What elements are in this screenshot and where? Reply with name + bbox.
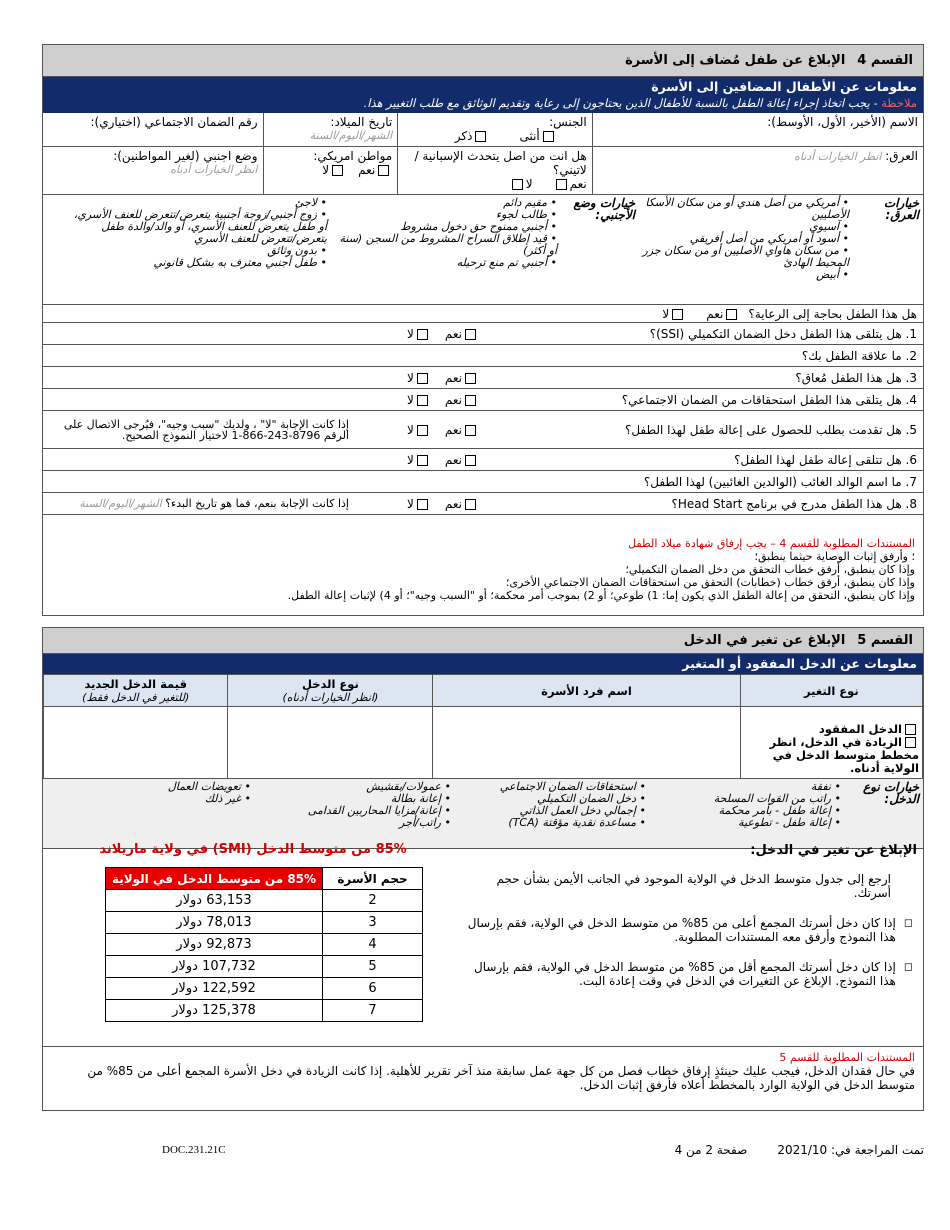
increase-income-label: الزيادة في الدخل، انظر مخطط متوسط الدخل في الولاية أدناه. bbox=[769, 735, 919, 775]
no-label: لا bbox=[407, 452, 414, 467]
question-4-answers bbox=[349, 393, 479, 407]
q4-yes[interactable] bbox=[445, 393, 479, 407]
citizen-yes-checkbox[interactable] bbox=[378, 165, 389, 176]
q6-no-checkbox[interactable] bbox=[417, 455, 428, 466]
question-8-text: 8. هل هذا الطفل مدرج في برنامج Head Start؟ bbox=[671, 496, 917, 511]
increase-income-option[interactable] bbox=[744, 736, 919, 775]
alien-option: • قيد إطلاق السراح المشروط من السجن (سنة أو أكثر) bbox=[339, 233, 557, 257]
care-yes-checkbox[interactable] bbox=[726, 309, 737, 320]
care-question bbox=[43, 305, 923, 323]
income-option: • تعويضات العمال bbox=[83, 781, 251, 793]
question-2[interactable] bbox=[43, 345, 923, 367]
new-value-cell[interactable] bbox=[44, 707, 228, 779]
alien-option: • أجنبي تم منع ترحيله bbox=[339, 257, 557, 269]
q1-no[interactable] bbox=[407, 327, 431, 341]
no-label: لا bbox=[322, 163, 330, 177]
q8-no-checkbox[interactable] bbox=[417, 499, 428, 510]
income-option: • دخل الضمان التكميلي bbox=[463, 793, 646, 805]
foreign-status-field[interactable] bbox=[43, 147, 263, 194]
income-option: • راتب/أجر bbox=[263, 817, 451, 829]
col-change-type: نوع التغير bbox=[740, 675, 922, 707]
below-option bbox=[457, 960, 917, 988]
q3-no-checkbox[interactable] bbox=[417, 373, 428, 384]
alien-option: • طالب لجوء bbox=[339, 209, 557, 221]
q8-yes[interactable] bbox=[445, 497, 479, 511]
section-4-number: القسم 4 bbox=[857, 53, 913, 68]
ssn-field[interactable] bbox=[43, 113, 263, 146]
race-option: • من سكان هاواي الأصليين أو من سكان جزر المحيط الهادئ bbox=[641, 245, 849, 269]
smi-row bbox=[106, 978, 423, 1000]
race-option: • أبيض bbox=[641, 269, 849, 281]
citizen-yes-option[interactable] bbox=[358, 163, 392, 177]
smi-size: 6 bbox=[323, 978, 423, 1000]
question-7-text: 7. ما اسم الوالد الغائب (الوالدين الغائبين) لهذا الطفل؟ bbox=[643, 474, 917, 489]
dob-hint: الشهر/اليوم/السنة bbox=[309, 129, 393, 142]
section-5-band-title: معلومات عن الدخل المفقود أو المتغير bbox=[682, 656, 917, 671]
section-4-header bbox=[43, 45, 923, 77]
yes-label: نعم bbox=[444, 452, 462, 467]
q1-yes[interactable] bbox=[445, 327, 479, 341]
hispanic-yes-checkbox[interactable] bbox=[556, 179, 567, 190]
question-4-text: 4. هل يتلقى هذا الطفل استحقاقات من الضمان الاجتماعي؟ bbox=[621, 392, 917, 407]
question-6-text: 6. هل تتلقى إعالة طفل لهذا الطفل؟ bbox=[734, 452, 917, 467]
section-5-title: الإبلاغ عن تغير في الدخل bbox=[683, 633, 846, 648]
alien-option: • لاجئ bbox=[69, 197, 327, 209]
smi-value: 122,592 دولار bbox=[106, 978, 323, 1000]
gender-female-option[interactable] bbox=[519, 129, 556, 143]
q6-yes[interactable] bbox=[445, 453, 479, 467]
q1-no-checkbox[interactable] bbox=[417, 329, 428, 340]
section-4-docs-line-4: وإذا كان ينطبق، التحقق من إعالة الطفل الذي يكون إما: 1) طوعي؛ أو 2) بموجب أمر محكمة؛ أو "السبب وجيه"؛ أو 4) لإثبات إعالة الطفل. bbox=[287, 589, 915, 602]
question-2-text: 2. ما علاقة الطفل بك؟ bbox=[801, 348, 917, 363]
smi-title: 85% من متوسط الدخل (SMI) في ولاية ماريلاند bbox=[99, 842, 407, 857]
question-3 bbox=[43, 367, 923, 389]
income-options-list-2 bbox=[457, 781, 652, 846]
yes-label: نعم bbox=[444, 422, 462, 437]
q5-no[interactable] bbox=[407, 423, 431, 437]
lost-income-checkbox[interactable] bbox=[905, 724, 916, 735]
dob-field[interactable] bbox=[263, 113, 398, 146]
report-instructions bbox=[457, 844, 917, 988]
question-4 bbox=[43, 389, 923, 411]
question-6-answers bbox=[349, 453, 479, 467]
smi-col-value: 85% من متوسط الدخل في الولاية bbox=[106, 868, 323, 890]
smi-col-size: حجم الأسرة bbox=[323, 868, 423, 890]
below-text: إذا كان دخل أسرتك المجمع أقل من 85% من متوسط الدخل في الولاية، فقم بإرسال هذا النموذج. الإبلاغ عن التغيرات في الدخل في وقت إعادة البت. bbox=[474, 960, 896, 988]
no-label: لا bbox=[407, 370, 414, 385]
alien-options-list-2 bbox=[63, 197, 333, 302]
question-6 bbox=[43, 449, 923, 471]
section-4-docs-title: المستندات المطلوبة للقسم 4 – يجب إرفاق شهادة ميلاد الطفل bbox=[628, 537, 915, 550]
income-option: • عمولات/بقشيش bbox=[263, 781, 451, 793]
income-options-list-3 bbox=[257, 781, 457, 846]
question-1 bbox=[43, 323, 923, 345]
section-5-docs bbox=[43, 1046, 923, 1110]
col-member: اسم فرد الأسرة bbox=[433, 675, 740, 707]
income-option: • إجمالي دخل العمل الذاتي bbox=[463, 805, 646, 817]
female-checkbox[interactable] bbox=[543, 131, 554, 142]
revised-date: 2021/10 bbox=[777, 1143, 828, 1157]
section-5-header bbox=[43, 628, 923, 654]
name-label: الاسم (الأخير، الأول، الأوسط): bbox=[767, 115, 918, 129]
question-3-answers bbox=[349, 371, 479, 385]
col-new-value-label: قيمة الدخل الجديد bbox=[84, 677, 187, 691]
child-identity-row bbox=[43, 113, 923, 147]
race-options-head: خيارات العرق: bbox=[883, 196, 919, 222]
smi-value: 125,378 دولار bbox=[106, 1000, 323, 1022]
care-question-text: هل هذا الطفل بحاجة إلى الرعاية؟ bbox=[748, 306, 917, 321]
yes-label: نعم bbox=[444, 370, 462, 385]
section-4-docs bbox=[43, 533, 923, 606]
income-option: • راتب من القوات المسلحة bbox=[658, 793, 841, 805]
report-head: الإبلاغ عن تغير في الدخل: bbox=[750, 843, 917, 858]
col-income-type-label: نوع الدخل bbox=[301, 677, 359, 691]
smi-size: 5 bbox=[323, 956, 423, 978]
revised-label: تمت المراجعة في: bbox=[831, 1143, 924, 1157]
smi-size: 3 bbox=[323, 912, 423, 934]
race-option: • أسود أو أمريكي من أصل أفريقي bbox=[641, 233, 849, 245]
yes-label: نعم bbox=[569, 177, 587, 191]
race-hint: انظر الخيارات أدناه bbox=[794, 150, 882, 163]
q5-yes[interactable] bbox=[445, 423, 479, 437]
smi-value: 92,873 دولار bbox=[106, 934, 323, 956]
question-8-answers bbox=[349, 497, 479, 511]
yes-label: نعم bbox=[706, 306, 724, 321]
alien-option: • مقيم دائم bbox=[339, 197, 557, 209]
section-4-docs-line-1: ؛ وأرفق إثبات الوصاية حيثما ينطبق؛ bbox=[754, 550, 915, 563]
race-option: • أمريكي من أصل هندي أو من سكان الأسكا الأصليين bbox=[641, 197, 849, 221]
page-footer bbox=[42, 1143, 924, 1157]
q5-yes-checkbox[interactable] bbox=[465, 425, 476, 436]
smi-row bbox=[106, 1000, 423, 1022]
smi-value: 63,153 دولار bbox=[106, 890, 323, 912]
section-4-band-title: معلومات عن الأطفال المضافين إلى الأسرة bbox=[651, 79, 917, 94]
question-8-extra bbox=[49, 498, 349, 509]
race-field[interactable] bbox=[592, 147, 923, 194]
section-5 bbox=[42, 627, 924, 1111]
question-1-text: 1. هل يتلقى هذا الطفل دخل الضمان التكميلي (SSI)؟ bbox=[649, 326, 917, 341]
citizen-no-checkbox[interactable] bbox=[332, 165, 343, 176]
section-5-band bbox=[43, 654, 923, 674]
above-option bbox=[457, 916, 917, 944]
report-intro: ارجع إلى جدول متوسط الدخل في الولاية الموجود في الجانب الأيمن بشأن حجم أسرتك. bbox=[496, 872, 891, 900]
question-7[interactable] bbox=[43, 471, 923, 493]
question-5-text: 5. هل تقدمت بطلب للحصول على إعالة طفل لهذا الطفل؟ bbox=[624, 422, 917, 437]
q3-yes-checkbox[interactable] bbox=[465, 373, 476, 384]
income-option: • غير ذلك bbox=[83, 793, 251, 805]
q8-yes-checkbox[interactable] bbox=[465, 499, 476, 510]
lost-income-label: الدخل المفقود bbox=[818, 722, 902, 736]
increase-income-checkbox[interactable] bbox=[905, 737, 916, 748]
alien-options-head: خيارات وضع الأجنبي: bbox=[573, 196, 635, 222]
income-type-cell[interactable] bbox=[228, 707, 433, 779]
income-option: • نفقة bbox=[658, 781, 841, 793]
section-4-note bbox=[49, 95, 917, 111]
no-label: لا bbox=[407, 326, 414, 341]
smi-value: 107,732 دولار bbox=[106, 956, 323, 978]
alien-option: • بدون وثائق bbox=[69, 245, 327, 257]
foreign-status-hint: انظر الخيارات أدناه bbox=[170, 163, 258, 176]
income-option: • إعانة/مزايا المحاربين القدامى bbox=[263, 805, 451, 817]
alien-option: • أجنبي ممنوح حق دخول مشروط bbox=[339, 221, 557, 233]
no-label: لا bbox=[407, 496, 414, 511]
smi-table-block bbox=[83, 842, 423, 1022]
question-5-extra: إذا كانت الإجابة "لا" ، ولديك "سبب وجيه"، فيُرجى الاتصال على الرقم 8796-243-866-1 لاختيار النموذج الصحيح. bbox=[63, 417, 349, 442]
smi-row bbox=[106, 912, 423, 934]
income-change-table bbox=[43, 674, 923, 779]
name-field[interactable] bbox=[592, 113, 923, 146]
q4-no-checkbox[interactable] bbox=[417, 395, 428, 406]
gender-field bbox=[397, 113, 592, 146]
no-label: لا bbox=[407, 422, 414, 437]
q5-no-checkbox[interactable] bbox=[417, 425, 428, 436]
alien-option: • زوج أجنبي/زوجة أجنبية يتعرض/تتعرض للعنف الأسري، أو طفل يتعرض للعنف الأسري، أو والد/والدة طفل يتعرض/تتعرض للعنف الأسري bbox=[69, 209, 327, 245]
col-income-type-hint: (انظر الخيارات أدناه) bbox=[282, 691, 379, 704]
gender-male-option[interactable] bbox=[455, 129, 490, 143]
smi-size: 7 bbox=[323, 1000, 423, 1022]
smi-table bbox=[105, 867, 423, 1022]
q1-yes-checkbox[interactable] bbox=[465, 329, 476, 340]
q6-no[interactable] bbox=[407, 453, 431, 467]
smi-row bbox=[106, 956, 423, 978]
smi-row bbox=[106, 934, 423, 956]
income-option: • مساعدة نقدية مؤقتة (TCA) bbox=[463, 817, 646, 829]
q4-yes-checkbox[interactable] bbox=[465, 395, 476, 406]
income-options-list-1 bbox=[652, 781, 847, 846]
q3-yes[interactable] bbox=[445, 371, 479, 385]
yes-label: نعم bbox=[444, 326, 462, 341]
income-option: • استحقاقات الضمان الاجتماعي bbox=[463, 781, 646, 793]
section-4-band bbox=[43, 77, 923, 113]
smi-size: 2 bbox=[323, 890, 423, 912]
section-5-number: القسم 5 bbox=[857, 633, 913, 648]
male-label: ذكر bbox=[454, 129, 473, 143]
no-label: لا bbox=[662, 306, 670, 321]
income-table-header bbox=[44, 675, 923, 707]
col-new-value-hint: (للتغير في الدخل فقط) bbox=[82, 691, 190, 704]
yes-label: نعم bbox=[444, 496, 462, 511]
section-5-docs-text: في حال فقدان الدخل، فيجب عليك حينئذٍ إرفاق خطاب فصل من كل جهة عمل سابقة منذ آخر تقرير للأهلية. إذا كانت الزيادة في دخل الأسرة المجمع أعلى من 85% من متوسط الدخل في الولاية الوارد بالمخطط أعلاه فأرفق إثبات الدخل. bbox=[87, 1064, 915, 1092]
page-number: صفحة 2 من 4 bbox=[674, 1143, 748, 1157]
note-text: - يجب اتخاذ إجراء إعالة الطفل بالنسبة للأطفال الذين يحتاجون إلى رعاية وتقديم الوثائق مع طلب التغيير هذا. bbox=[363, 96, 882, 110]
question-8-date-hint: الشهر/اليوم/السنة bbox=[79, 497, 162, 510]
smi-row bbox=[106, 890, 423, 912]
no-label: لا bbox=[407, 392, 414, 407]
income-options-list-4 bbox=[77, 781, 257, 846]
citizen-label: مواطن امريكي: bbox=[313, 149, 393, 163]
income-table-row bbox=[44, 707, 923, 779]
question-3-text: 3. هل هذا الطفل مُعاق؟ bbox=[795, 370, 917, 385]
dob-label: تاريخ الميلاد: bbox=[330, 115, 393, 129]
question-5 bbox=[43, 411, 923, 449]
ssn-label: رقم الضمان الاجتماعي (اختياري): bbox=[90, 115, 258, 129]
race-options-list bbox=[635, 197, 855, 302]
gender-label: الجنس: bbox=[549, 115, 587, 129]
foreign-status-label: وضع اجنبي (لغير المواطنين): bbox=[113, 149, 258, 163]
section-5-docs-title: المستندات المطلوبة للقسم 5 bbox=[779, 1051, 915, 1064]
race-option: • آسيوي bbox=[641, 221, 849, 233]
section-4-docs-line-2: وإذا كان ينطبق، أرفق خطاب التحقق من دخل الضمان التكميلي؛ bbox=[625, 563, 915, 576]
race-label: العرق: bbox=[885, 149, 918, 163]
member-name-cell[interactable] bbox=[433, 707, 740, 779]
income-type-options bbox=[43, 779, 923, 849]
q8-no[interactable] bbox=[407, 497, 431, 511]
care-yes-option[interactable] bbox=[706, 307, 740, 321]
q4-no[interactable] bbox=[407, 393, 431, 407]
section-4 bbox=[42, 44, 924, 616]
question-8-extra-text: إذا كانت الإجابة بنعم، فما هو تاريخ البدء؟ bbox=[165, 497, 349, 510]
hispanic-no-option[interactable] bbox=[509, 177, 533, 191]
hispanic-label: هل انت من اصل يتحدث الإسبانية / لاتيني؟ bbox=[414, 149, 587, 177]
bullet-square-icon: ◻ bbox=[903, 916, 913, 929]
col-new-value bbox=[44, 675, 228, 707]
question-5-answers bbox=[349, 423, 479, 437]
q3-no[interactable] bbox=[407, 371, 431, 385]
q6-yes-checkbox[interactable] bbox=[465, 455, 476, 466]
above-text: إذا كان دخل أسرتك المجمع أعلى من 85% من متوسط الدخل في الولاية، فقم بإرسال هذا النموذج وأرفق معه المستندات المطلوبة. bbox=[467, 916, 896, 944]
hispanic-field bbox=[397, 147, 592, 194]
question-8 bbox=[43, 493, 923, 515]
alien-option: • طفل أجنبي معترف به بشكل قانوني bbox=[69, 257, 327, 269]
yes-label: نعم bbox=[358, 163, 376, 177]
no-label: لا bbox=[525, 177, 533, 191]
race-alien-options bbox=[43, 195, 923, 305]
income-option: • إعانة بطالة bbox=[263, 793, 451, 805]
citizen-no-option[interactable] bbox=[322, 163, 346, 177]
smi-size: 4 bbox=[323, 934, 423, 956]
smi-value: 78,013 دولار bbox=[106, 912, 323, 934]
revised-block bbox=[777, 1143, 924, 1157]
hispanic-yes-option[interactable] bbox=[553, 177, 587, 191]
hispanic-no-checkbox[interactable] bbox=[512, 179, 523, 190]
section-4-docs-line-3: وإذا كان ينطبق، أرفق خطاب (خطابات) التحقق من استحقاقات الضمان الاجتماعي الأخرى؛ bbox=[505, 576, 915, 589]
female-label: أنثى bbox=[519, 129, 540, 143]
doc-id: DOC.231.21C bbox=[162, 1144, 226, 1156]
section-4-title: الإبلاغ عن طفل مُضاف إلى الأسرة bbox=[625, 53, 846, 68]
male-checkbox[interactable] bbox=[475, 131, 486, 142]
income-option: • إعالة طفل - بأمر محكمة bbox=[658, 805, 841, 817]
care-no-option[interactable] bbox=[662, 307, 686, 321]
question-1-answers bbox=[349, 327, 479, 341]
child-demographics-row bbox=[43, 147, 923, 195]
note-label: ملاحظة bbox=[881, 96, 917, 110]
care-no-checkbox[interactable] bbox=[672, 309, 683, 320]
alien-options-list-1 bbox=[333, 197, 563, 302]
income-options-head: خيارات نوع الدخل: bbox=[863, 780, 919, 806]
citizen-field bbox=[263, 147, 398, 194]
income-option: • إعالة طفل - تطوعية bbox=[658, 817, 841, 829]
yes-label: نعم bbox=[444, 392, 462, 407]
change-type-cell bbox=[740, 707, 922, 779]
bullet-square-icon: ◻ bbox=[903, 960, 913, 973]
col-income-type bbox=[228, 675, 433, 707]
smi-header bbox=[106, 868, 423, 890]
